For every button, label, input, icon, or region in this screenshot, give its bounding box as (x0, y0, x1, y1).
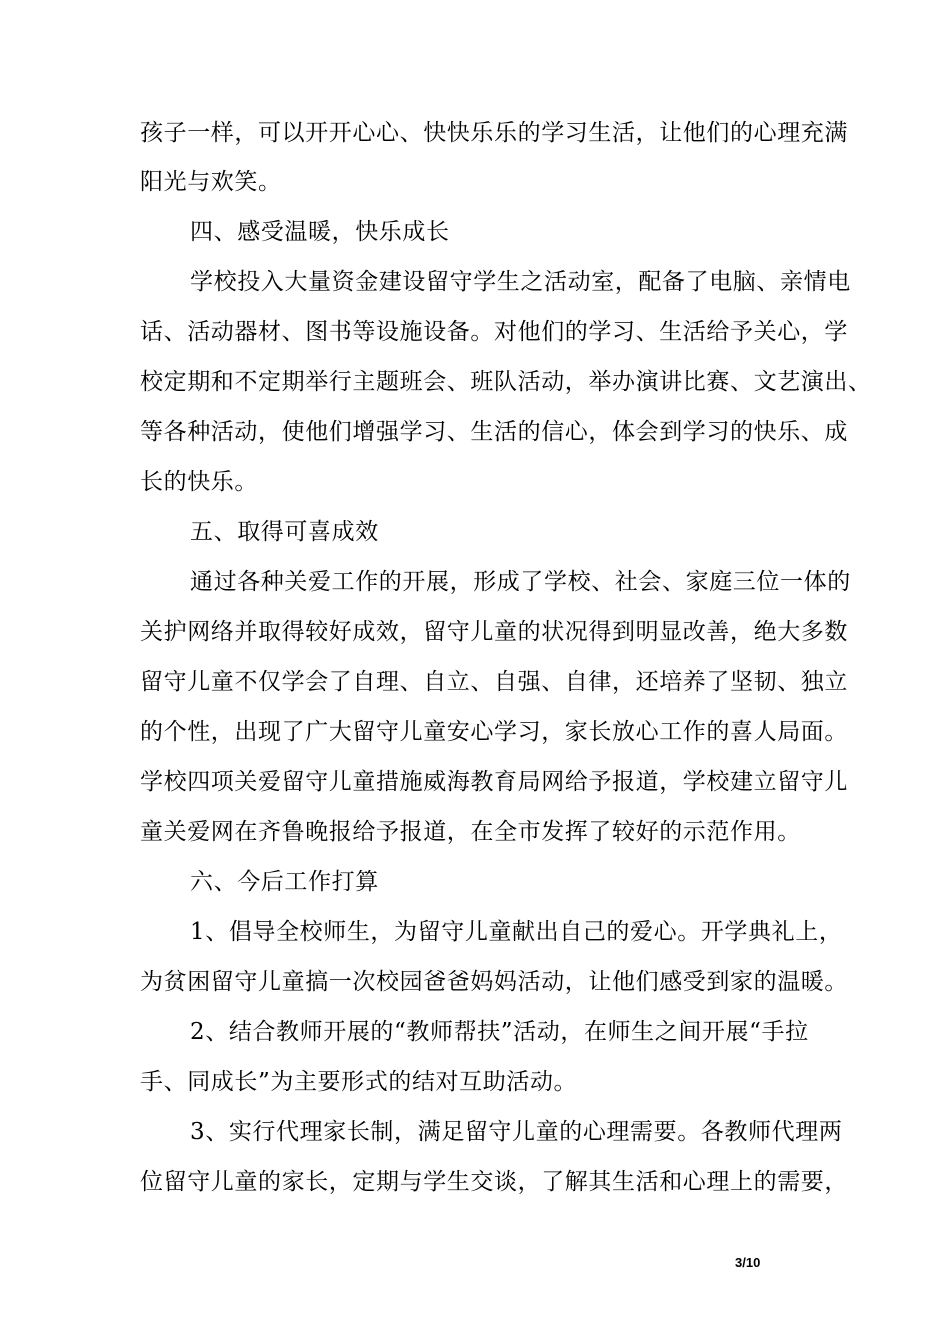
section-heading: 四、感受温暖，快乐成长 (190, 219, 450, 245)
text-line: 学校四项关爱留守儿童措施威海教育局网给予报道，学校建立留守儿 (140, 769, 848, 795)
text-line: 等各种活动，使他们增强学习、生活的信心，体会到学习的快乐、成 (140, 419, 848, 445)
text-line: 3、实行代理家长制，满足留守儿童的心理需要。各教师代理两 (190, 1119, 843, 1145)
text-line: 留守儿童不仅学会了自理、自立、自强、自律，还培养了坚韧、独立 (140, 669, 848, 695)
text-line: 童关爱网在齐鲁晚报给予报道，在全市发挥了较好的示范作用。 (140, 819, 801, 845)
text-line: 1、倡导全校师生，为留守儿童献出自己的爱心。开学典礼上， (190, 919, 843, 945)
section-heading: 五、取得可喜成效 (190, 519, 379, 545)
text-line: 手、同成长”为主要形式的结对互助活动。 (140, 1069, 578, 1095)
text-line: 孩子一样，可以开开心心、快快乐乐的学习生活，让他们的心理充满 (140, 120, 848, 146)
text-line: 话、活动器材、图书等设施设备。对他们的学习、生活给予关心，学 (140, 319, 848, 345)
text-line: 位留守儿童的家长，定期与学生交谈，了解其生活和心理上的需要， (140, 1169, 848, 1195)
text-line: 通过各种关爱工作的开展，形成了学校、社会、家庭三位一体的 (190, 569, 851, 595)
text-line: 的个性，出现了广大留守儿童安心学习，家长放心工作的喜人局面。 (140, 719, 848, 745)
text-line: 长的快乐。 (140, 469, 258, 495)
text-line: 2、结合教师开展的“教师帮扶”活动，在师生之间开展“手拉 (190, 1019, 809, 1045)
page-number: 3/10 (735, 1255, 761, 1270)
text-line: 关护网络并取得较好成效，留守儿童的状况得到明显改善，绝大多数 (140, 619, 848, 645)
text-line: 阳光与欢笑。 (140, 169, 282, 195)
text-line: 学校投入大量资金建设留守学生之活动室，配备了电脑、亲情电 (190, 269, 851, 295)
text-line: 为贫困留守儿童搞一次校园爸爸妈妈活动，让他们感受到家的温暖。 (140, 969, 848, 995)
section-heading: 六、今后工作打算 (190, 869, 379, 895)
text-line: 校定期和不定期举行主题班会、班队活动，举办演讲比赛、文艺演出、 (140, 369, 872, 395)
